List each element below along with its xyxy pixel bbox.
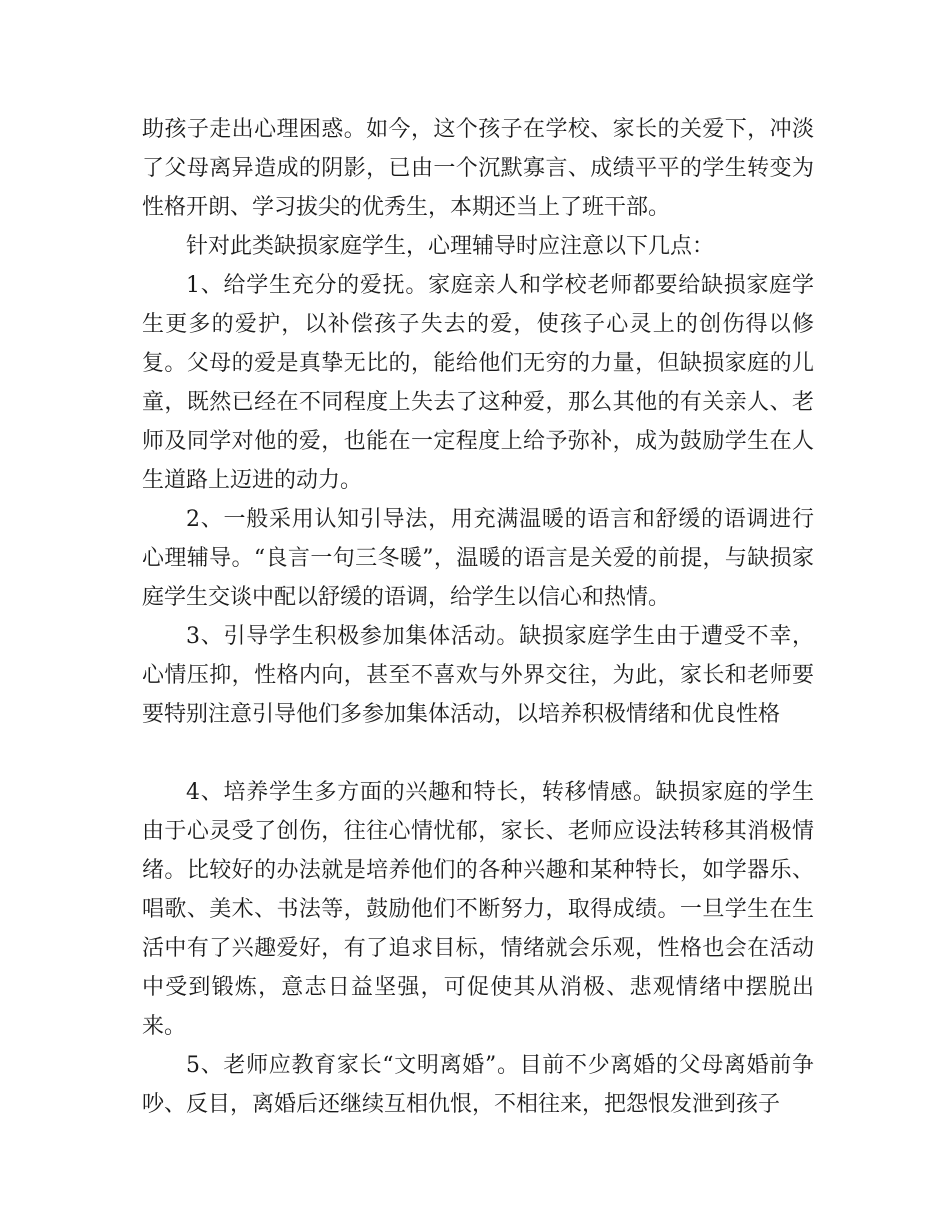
paragraph-point-2: 2、一般采用认知引导法，用充满温暖的语言和舒缓的语调进行心理辅导。“良言一句三冬暖”，温暖的语言是关爱的前提，与缺损家庭学生交谈中配以舒缓的语调，给学生以信心和热情。 bbox=[142, 507, 814, 610]
text-block-top bbox=[142, 110, 814, 734]
paragraph-point-5: 5、老师应教育家长“文明离婚”。目前不少离婚的父母离婚前争吵、反目，离婚后还继续互相仇恨，不相往来，把怨恨发泄到孩子 bbox=[142, 1053, 814, 1117]
paragraph-point-4: 4、培养学生多方面的兴趣和特长，转移情感。缺损家庭的学生由于心灵受了创伤，往往心情忧郁，家长、老师应设法转移其消极情绪。比较好的办法就是培养他们的各种兴趣和某种特长，如学器乐、唱歌、美术、书法等，鼓励他们不断努力，取得成绩。一旦学生在生活中有了兴趣爱好，有了追求目标，情绪就会乐观，性格也会在活动中受到锻炼，意志日益坚强，可促使其从消极、悲观情绪中摆脱出来。 bbox=[142, 780, 814, 1039]
paragraph-point-1: 1、给学生充分的爱抚。家庭亲人和学校老师都要给缺损家庭学生更多的爱护，以补偿孩子失去的爱，使孩子心灵上的创伤得以修复。父母的爱是真挚无比的，能给他们无穷的力量，但缺损家庭的儿童，既然已经在不同程度上失去了这种爱，那么其他的有关亲人、老师及同学对他的爱，也能在一定程度上给予弥补，成为鼓励学生在人生道路上迈进的动力。 bbox=[142, 273, 814, 493]
paragraph-point-3: 3、引导学生积极参加集体活动。缺损家庭学生由于遭受不幸，心情压抑，性格内向，甚至不喜欢与外界交往，为此，家长和老师要要特别注意引导他们多参加集体活动，以培养积极情绪和优良性格 bbox=[142, 624, 814, 727]
paragraph-intro-points: 针对此类缺损家庭学生，心理辅导时应注意以下几点： bbox=[186, 234, 715, 259]
text-block-bottom bbox=[142, 773, 814, 1124]
paragraph-continuation: 助孩子走出心理困惑。如今，这个孩子在学校、家长的关爱下，冲淡了父母离异造成的阴影，已由一个沉默寡言、成绩平平的学生转变为性格开朗、学习拔尖的优秀生，本期还当上了班干部。 bbox=[142, 117, 814, 220]
